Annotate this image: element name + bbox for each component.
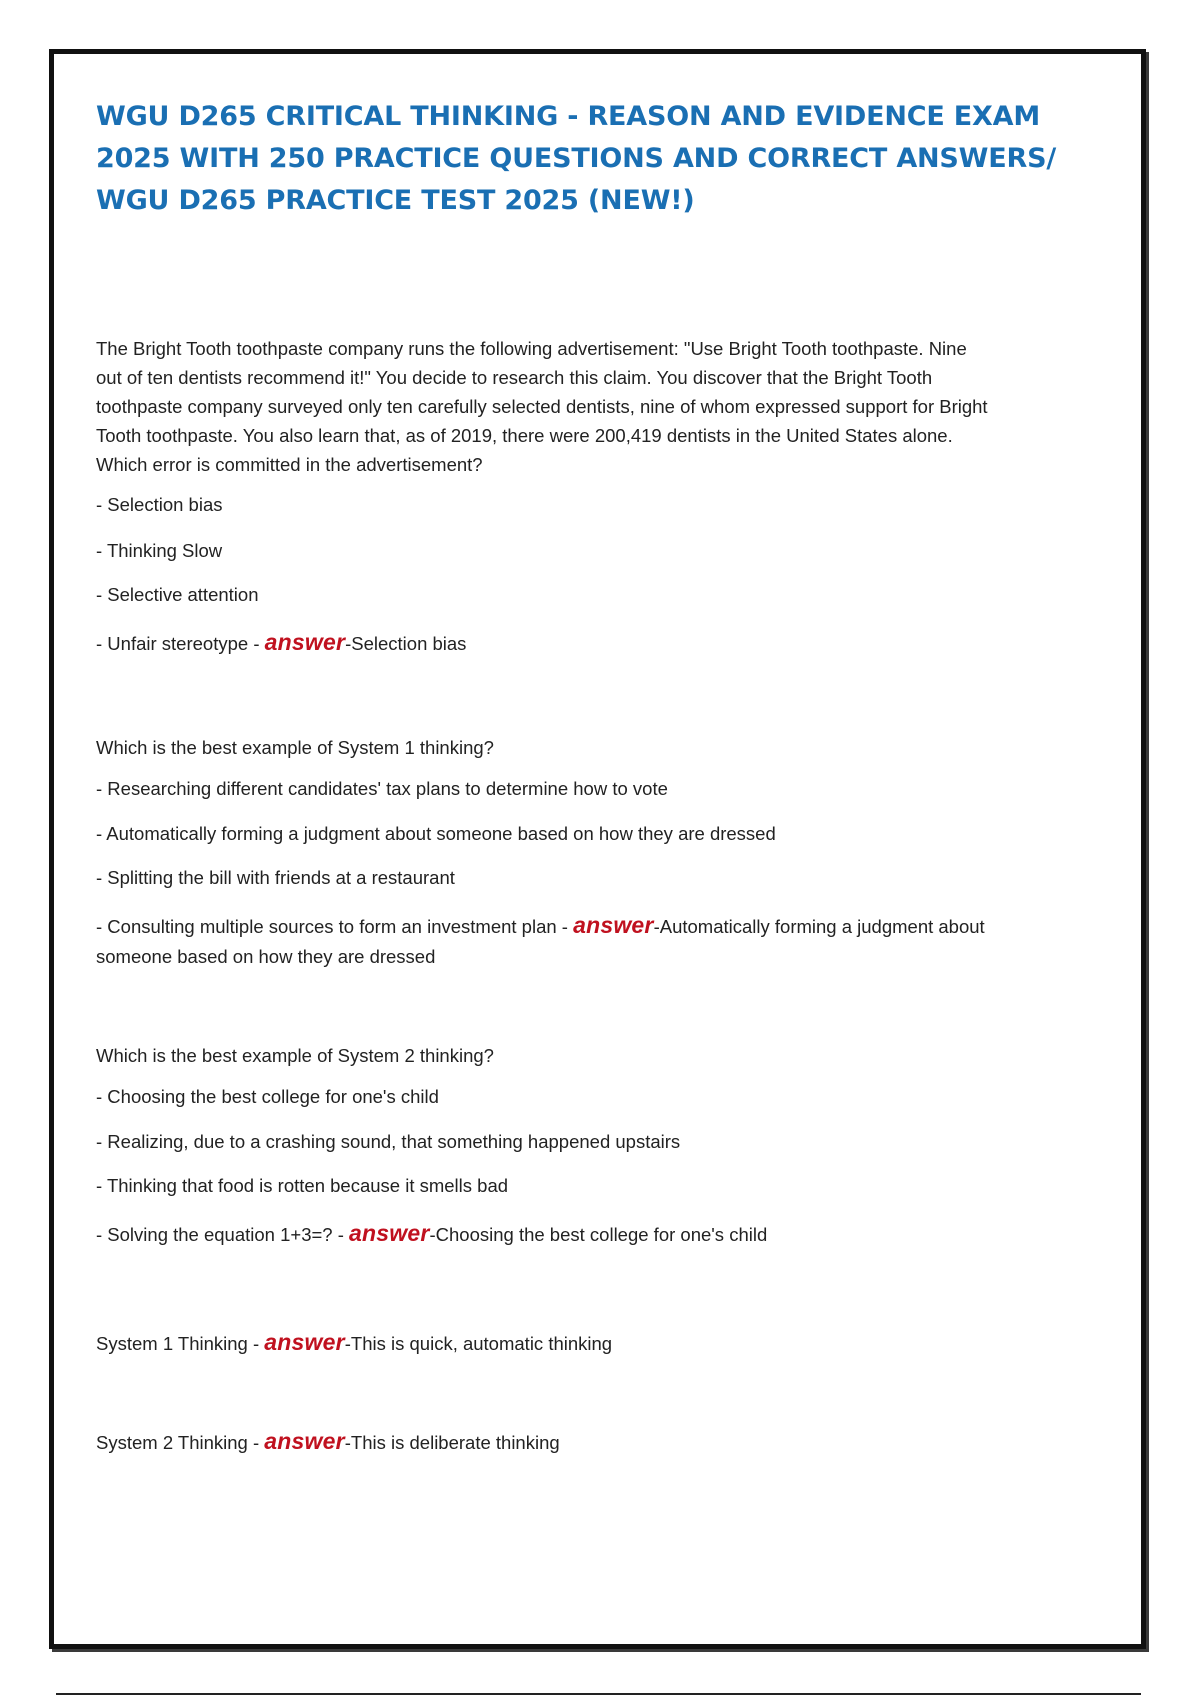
answer-text: -Automatically forming a judgment about someone based on how they are dressed	[96, 916, 985, 967]
bottom-rule	[56, 1693, 1141, 1695]
answer-line	[96, 627, 996, 659]
option: - Consulting multiple sources to form an investment plan -	[96, 916, 574, 937]
option: - Thinking Slow	[96, 540, 223, 561]
answer-text: -This is deliberate thinking	[344, 1432, 560, 1453]
option: - Selection bias	[96, 494, 223, 515]
question-block	[96, 1041, 996, 1250]
title-line: 2025 WITH 250 PRACTICE QUESTIONS AND CORRECT ANSWERS/	[96, 143, 1056, 174]
answer-line	[96, 1426, 996, 1458]
answer-text: -Choosing the best college for one's child	[429, 1224, 768, 1245]
option: - Automatically forming a judgment about someone based on how they are dressed	[96, 823, 776, 844]
question-block	[96, 733, 996, 972]
answer-line	[96, 1218, 996, 1250]
term-text: System 2 Thinking -	[96, 1432, 265, 1453]
question-text: Which is the best example of System 1 thinking?	[96, 737, 494, 758]
document-header	[96, 96, 1056, 222]
answer-text: -This is quick, automatic thinking	[344, 1333, 613, 1354]
option: - Solving the equation 1+3=? -	[96, 1224, 350, 1245]
term-text: System 1 Thinking -	[96, 1333, 265, 1354]
answer-keyword: answer	[264, 629, 346, 655]
option: - Thinking that food is rotten because it smells bad	[96, 1175, 509, 1196]
answer-line	[96, 910, 996, 972]
option: - Researching different candidates' tax plans to determine how to vote	[96, 778, 668, 799]
option: - Realizing, due to a crashing sound, that something happened upstairs	[96, 1131, 681, 1152]
document-title	[96, 96, 1056, 222]
question-text: The Bright Tooth toothpaste company runs the following advertisement: "Use Bright Tooth toothpaste. Nine out of ten dentists recommend it!" You decide to research this claim. You discover that the Bright Tooth toothpaste company surveyed only ten carefully selected dentists, nine of whom expressed support for Bright Tooth toothpaste. You also learn that, as of 2019, there were 200,419 dentists in the United States alone. Which error is committed in the advertisement?	[96, 338, 988, 475]
answer-keyword: answer	[349, 1220, 430, 1246]
option: - Choosing the best college for one's child	[96, 1086, 439, 1107]
title-line: WGU D265 CRITICAL THINKING - REASON AND EVIDENCE EXAM	[96, 101, 1041, 132]
term-block	[96, 1426, 996, 1458]
answer-text: -Selection bias	[345, 633, 467, 654]
answer-keyword: answer	[573, 912, 654, 938]
question-text: Which is the best example of System 2 thinking?	[96, 1045, 494, 1066]
answer-line	[96, 1327, 996, 1359]
option: - Selective attention	[96, 584, 259, 605]
term-block	[96, 1327, 996, 1359]
question-block	[96, 334, 996, 659]
title-line: WGU D265 PRACTICE TEST 2025 (NEW!)	[96, 185, 695, 216]
option: - Splitting the bill with friends at a restaurant	[96, 867, 455, 888]
answer-keyword: answer	[264, 1428, 345, 1454]
option: - Unfair stereotype -	[96, 633, 265, 654]
answer-keyword: answer	[264, 1329, 345, 1355]
